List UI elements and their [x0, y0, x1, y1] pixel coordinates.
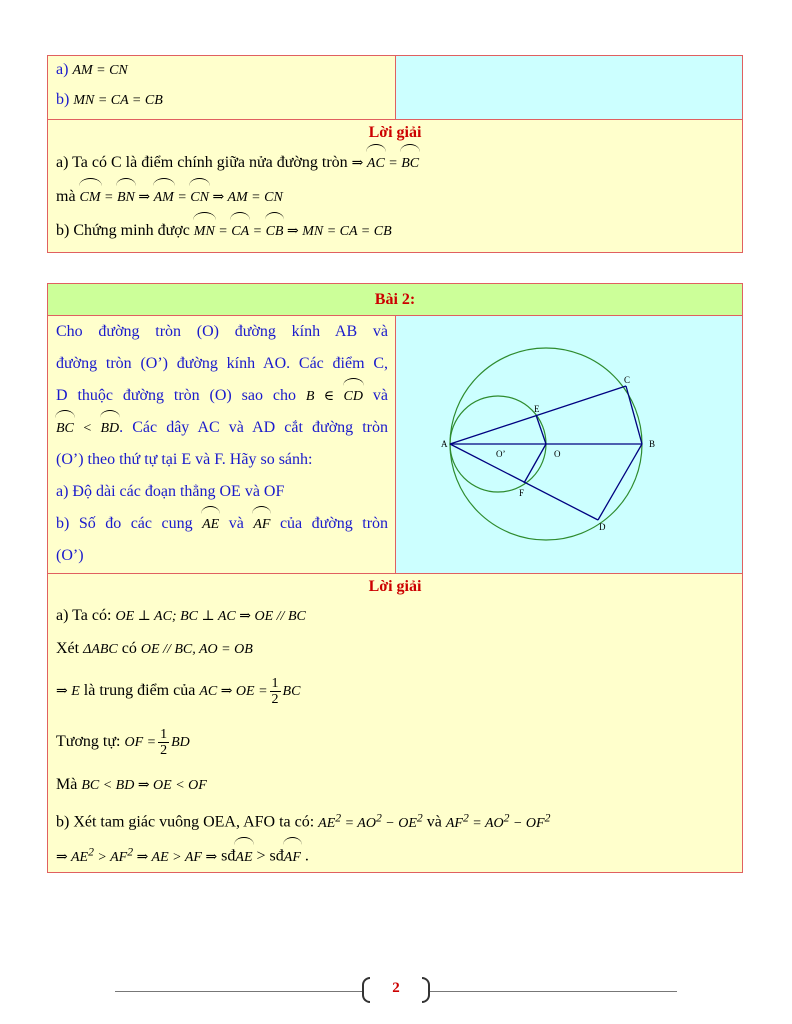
sol-line-2 — [48, 632, 742, 666]
question-row — [48, 56, 742, 120]
bai2-problem-row — [48, 316, 742, 574]
label-E: E — [534, 404, 540, 414]
question-cell — [48, 56, 396, 119]
label-O-prime: O’ — [496, 449, 506, 459]
label-A: A — [441, 439, 448, 449]
sol-l4-math1: OF = — [124, 735, 157, 750]
sol-l6-and: và — [426, 813, 442, 831]
sol-l1-text: a) Ta có: — [56, 607, 112, 624]
label-D: D — [599, 522, 606, 532]
sol-l5-math: BC < BD ⇒ OE < OF — [81, 778, 207, 793]
sol-l5-text: Mà — [56, 776, 78, 793]
footer-line-right — [430, 991, 677, 992]
sol-l3-math3: BC — [282, 684, 301, 699]
sol-l7-math: ⇒ $AE^2 > AF^2$ ⇒ AE > AF ⇒ — [56, 845, 218, 865]
s2-prefix: mà — [56, 188, 76, 205]
sol-l2-text: Xét — [56, 640, 80, 657]
sd-1: sđ — [221, 847, 236, 865]
segment-OE — [536, 415, 546, 444]
solution-row — [48, 120, 742, 252]
footer-bracket-right — [422, 977, 430, 1003]
sd-2: sđ — [269, 847, 284, 865]
arc-AE-sol: AE — [235, 850, 252, 865]
arc-AF-sol: AF — [284, 850, 301, 865]
problem-l3a: D thuộc đường tròn (O) sao cho — [56, 387, 296, 404]
frac-num: 1 — [271, 675, 279, 691]
problem-l3-math: B ∈ CD — [306, 389, 363, 404]
sol-l2-math2: OE // BC, AO = OB — [140, 642, 253, 657]
label-C: C — [624, 375, 631, 385]
sol-l3-math2: AC ⇒ OE = — [199, 684, 268, 699]
sol-l4-math2: BD — [171, 735, 190, 750]
q-b-label: b) — [56, 91, 70, 108]
problem-line-4 — [56, 412, 388, 444]
sol-line-4 — [48, 716, 742, 768]
bai2-solution-title: Lời giải — [368, 578, 422, 595]
problem-line-3 — [56, 380, 388, 412]
s3-math: MN = CA = CB ⇒ MN = CA = CB — [194, 224, 392, 239]
bai2-title-row — [48, 284, 742, 316]
q-a-label: a) — [56, 61, 69, 78]
bai2-problem-cell — [48, 316, 396, 573]
arc-AF: AF — [253, 517, 270, 532]
solution-line-1 — [48, 146, 742, 180]
empty-cyan-cell — [396, 56, 742, 119]
sol-line-6 — [48, 802, 742, 834]
problem-l4: . Các dây AC và AD cắt đường tròn — [119, 419, 388, 436]
solution-title: Lời giải — [368, 124, 422, 141]
problem-line-5: (O’) theo thứ tự tại E và F. Hãy so sánh: — [56, 451, 313, 468]
label-O: O — [554, 449, 561, 459]
segment-CB — [626, 386, 642, 444]
frac-den-2: 2 — [160, 742, 168, 758]
bai2-title: Bài 2: — [374, 291, 416, 308]
box-bai1 — [47, 55, 743, 253]
problem-l7a: b) Số đo các cung — [56, 515, 193, 532]
problem-l4-math: BC < BD — [56, 421, 119, 436]
sol-l2-mid: có — [121, 640, 137, 657]
problem-line-1: Cho đường tròn (O) đường kính AB và — [56, 323, 388, 340]
sol-line-7: ⇒ $AE^2 > AF^2$ ⇒ AE > AF ⇒ sđAE > sđAF . — [48, 834, 742, 870]
sol-l3-text: là trung điểm của — [83, 682, 196, 699]
figure-cell — [396, 316, 742, 573]
box-bai2 — [47, 283, 743, 873]
q-b-math: MN = CA = CB — [73, 93, 163, 108]
problem-line-2: đường tròn (O’) đường kính AO. Các điểm C, — [56, 355, 388, 372]
problem-line-8: (O’) — [56, 547, 84, 564]
solution-line-3 — [48, 214, 742, 248]
fraction-half-2 — [158, 727, 169, 758]
problem-line-6: a) Độ dài các đoạn thẳng OE và OF — [56, 483, 285, 500]
problem-l7b: và — [228, 515, 244, 532]
bai2-solution-row — [48, 574, 742, 872]
geometry-figure — [396, 316, 742, 572]
solution-line-2 — [48, 180, 742, 214]
footer-line-left — [115, 991, 363, 992]
segment-DB — [598, 444, 642, 520]
frac-num-2: 1 — [160, 726, 168, 742]
arc-AE: AE — [202, 517, 219, 532]
s2-math: CM = BN ⇒ AM = CN ⇒ AM = CN — [80, 190, 283, 205]
s1-text: a) Ta có C là điểm chính giữa nửa đường tròn — [56, 154, 348, 171]
sol-l6-math1: $AE^2 = AO^2 - OE^2$ — [318, 811, 423, 831]
q-a-math: AM = CN — [72, 63, 128, 78]
s3-text: b) Chứng minh được — [56, 222, 190, 239]
sol-line-5 — [48, 768, 742, 802]
fraction-half-1 — [270, 676, 281, 707]
sol-l3-math1: ⇒ E — [56, 684, 80, 699]
problem-line-7 — [56, 508, 388, 540]
footer-bracket-left — [362, 977, 370, 1003]
problem-l3b: và — [372, 387, 388, 404]
sol-l2-math1: ΔABC — [83, 642, 118, 657]
page-number: 2 — [392, 980, 400, 996]
s1-math: ⇒ AC = BC — [352, 156, 419, 171]
sol-l6-math2: $AF^2 = AO^2 - OF^2$ — [445, 811, 551, 831]
frac-den: 2 — [271, 691, 279, 707]
sol-line-3 — [48, 666, 742, 716]
segment-OF — [524, 444, 546, 483]
label-B: B — [649, 439, 656, 449]
sol-l1-math: OE ⊥ AC; BC ⊥ AC ⇒ OE // BC — [115, 609, 306, 624]
problem-l7c: của đường tròn — [279, 515, 389, 532]
sol-line-1 — [48, 600, 742, 632]
sol-l6-text: b) Xét tam giác vuông OEA, AFO ta có: — [56, 813, 315, 831]
label-F: F — [519, 488, 525, 498]
segment-AC — [450, 386, 626, 444]
sol-l4-text: Tương tự: — [56, 733, 121, 750]
